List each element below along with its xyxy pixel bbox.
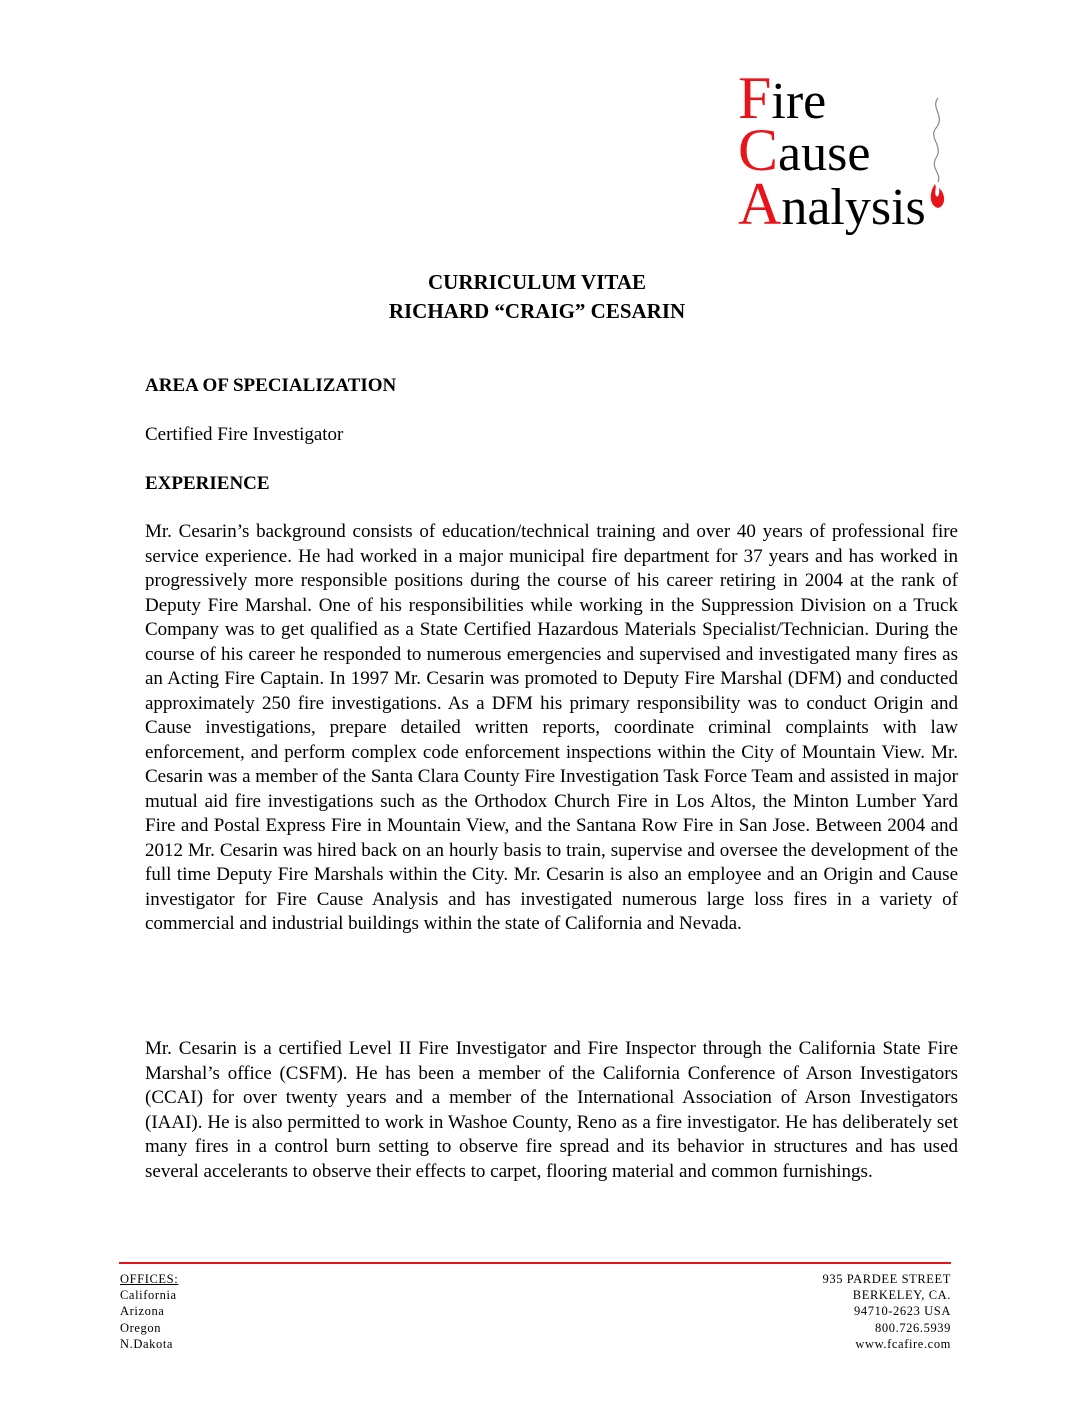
- office-item: California: [120, 1288, 177, 1303]
- phone-number: 800.726.5939: [875, 1320, 951, 1335]
- smoke-flame-icon: [918, 96, 958, 236]
- office-item: Arizona: [120, 1304, 165, 1319]
- footer-offices: [120, 1271, 178, 1352]
- person-name: RICHARD “CRAIG” CESARIN: [388, 299, 686, 323]
- office-item: N.Dakota: [120, 1336, 174, 1351]
- logo-line-cause: Cause: [738, 117, 871, 183]
- footer-address: [823, 1271, 952, 1352]
- city-state: BERKELEY, CA.: [852, 1288, 951, 1303]
- street-address: 935 PARDEE STREET: [822, 1272, 951, 1286]
- experience-heading: EXPERIENCE: [145, 473, 270, 494]
- office-item: Oregon: [120, 1320, 162, 1335]
- logo-line-fire: Fire: [738, 65, 827, 131]
- specialization-text: Certified Fire Investigator: [145, 424, 344, 445]
- logo-line-analysis: Analysis: [738, 171, 926, 237]
- document-title: CURRICULUM VITAE: [428, 270, 646, 294]
- specialization-heading: AREA OF SPECIALIZATION: [145, 375, 397, 396]
- website-link[interactable]: www.fcafire.com: [855, 1336, 951, 1351]
- footer-divider: [119, 1262, 951, 1264]
- company-logo: [738, 65, 978, 238]
- offices-label: OFFICES:: [120, 1272, 179, 1286]
- experience-paragraph-1: Mr. Cesarin’s background consists of education/technical training and over 40 years of professional fire service experience. He had worked in a major municipal fire department for 37 years and has worked in progressively more responsible positions during the course of his career retiring in 2004 at the rank of Deputy Fire Marshal. One of his responsibilities while working in the Suppression Division on a Truck Company was to get qualified as a State Certified Hazardous Materials Specialist/Technician. During the course of his career he responded to numerous emergencies and supervised and investigated many fires as an Acting Fire Captain. In 1997 Mr. Cesarin was promoted to Deputy Fire Marshal (DFM) and conducted approximately 250 fire investigations. As a DFM his primary responsibility was to conduct Origin and Cause investigations, prepare detailed written reports, coordinate criminal complaints with law enforcement, and perform complex code enforcement inspections within the City of Mountain View. Mr. Cesarin was a member of the Santa Clara County Fire Investigation Task Force Team and assisted in major mutual aid fire investigations such as the Orthodox Church Fire in Los Altos, the Minton Lumber Yard Fire and Postal Express Fire in Mountain View, and the Santana Row Fire in San Jose. Between 2004 and 2012 Mr. Cesarin was hired back on an hourly basis to train, supervise and oversee the development of the full time Deputy Fire Marshals within the City. Mr. Cesarin is also an employee and an Origin and Cause investigator for Fire Cause Analysis and has investigated numerous large loss fires in a variety of commercial and industrial buildings within the state of California and Nevada.: [145, 521, 958, 934]
- postal-code: 94710-2623 USA: [854, 1304, 951, 1319]
- experience-paragraph-2: Mr. Cesarin is a certified Level II Fire Investigator and Fire Inspector through the California State Fire Marshal’s office (CSFM). He has been a member of the California Conference of Arson Investigators (CCAI) for over twenty years and a member of the International Association of Arson Investigators (IAAI). He is also permitted to work in Washoe County, Reno as a fire investigator. He has deliberately set many fires in a control burn setting to observe fire spread and its behavior in structures and has used several accelerants to observe their effects to carpet, flooring material and common furnishings.: [145, 1038, 958, 1182]
